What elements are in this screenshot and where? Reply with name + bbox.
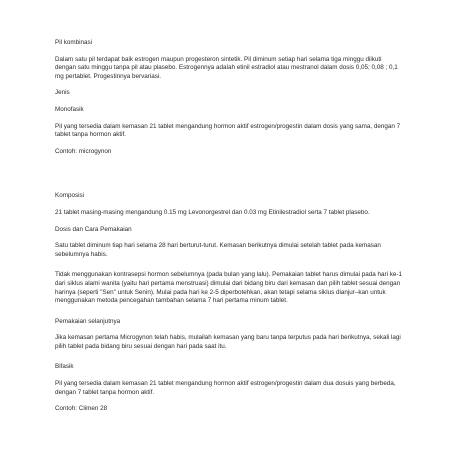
pemakaian-paragraph: Jika kemasan pertama Microgynon telah habis, mulailah kemasan yang baru tanpa terputus pada hari berikutnya, sekali lagi pilih tablet pada bidang biru sesuai dengan hari pada saat itu. <box>55 334 401 350</box>
heading-pemakaian: Pemakaian selanjutnya <box>55 317 121 325</box>
heading-bifasik: Bifasik <box>55 363 74 371</box>
intro-paragraph: Dalam satu pil terdapat baik estrogen maupun progesteron sintetik. Pil diminum setiap hari selama tiga minggu diikuti dengan satu minggu tanpa pil atau plasebo. Estrogennya adalah etinil estradiol atau mestranol dalam dosis 0,05; 0,08 ; 0,1 mg pertablet. Progestinnya bervariasi. <box>55 55 398 80</box>
tidak-paragraph: Tidak menggunakan kontrasepsi hormon sebelumnya (pada bulan yang lalu). Pemakaian tablet harus dimulai pada hari ke-1 dari siklus alami wanita (yaitu hari pertama menstruasi) dimulai dari bidang biru dari kemasan dan pilih tablet sesuai dengan harinya (seperti "Sen" untuk Senin). Mulai pada hari ke 2-5 diperbotehkan, akan tetapi selama siklus dianjur–kan untuk menggunakan metoda pencegahan tambahan selama 7 hari pertama minum tablet. <box>55 271 403 305</box>
bifasik-paragraph: Pil yang tersedia dalam kemasan 21 tablet mengandung hormon aktif estrogen/progestin dalam dua dosuis yang berbeda, dengan 7 tablet tanpa hormon aktif. <box>55 380 396 396</box>
heading-jenis: Jenis <box>55 89 70 97</box>
heading-dosis: Dosis dan Cara Pemakaian <box>55 225 132 233</box>
heading-monofasik: Monofasik <box>55 105 84 113</box>
example-microgynon: Contoh: microgynon <box>55 147 112 155</box>
komposisi-paragraph: 21 tablet masing-masing mengandung 0.15 mg Levonorgestrel dan 0.03 mg Etinilestradiol serta 7 tablet plasebo. <box>55 208 370 216</box>
monofasik-paragraph: Pil yang tersedia dalam kemasan 21 tablet mengandung hormon aktif estrogen/progestin dalam dosis yang sama, dengan 7 tablet tanpa hormon aktif. <box>55 122 401 139</box>
heading-komposisi: Komposisi <box>55 192 85 200</box>
doc-title: Pil kombinasi <box>55 39 93 46</box>
example-climen: Contoh: Climen 28 <box>55 405 108 413</box>
dosis-paragraph: Satu tablet diminum tiap hari selama 28 hari berturut-turut. Kemasan berikutnya dimulai setelah tablet pada kemasan sebelumnya habis. <box>55 242 381 258</box>
